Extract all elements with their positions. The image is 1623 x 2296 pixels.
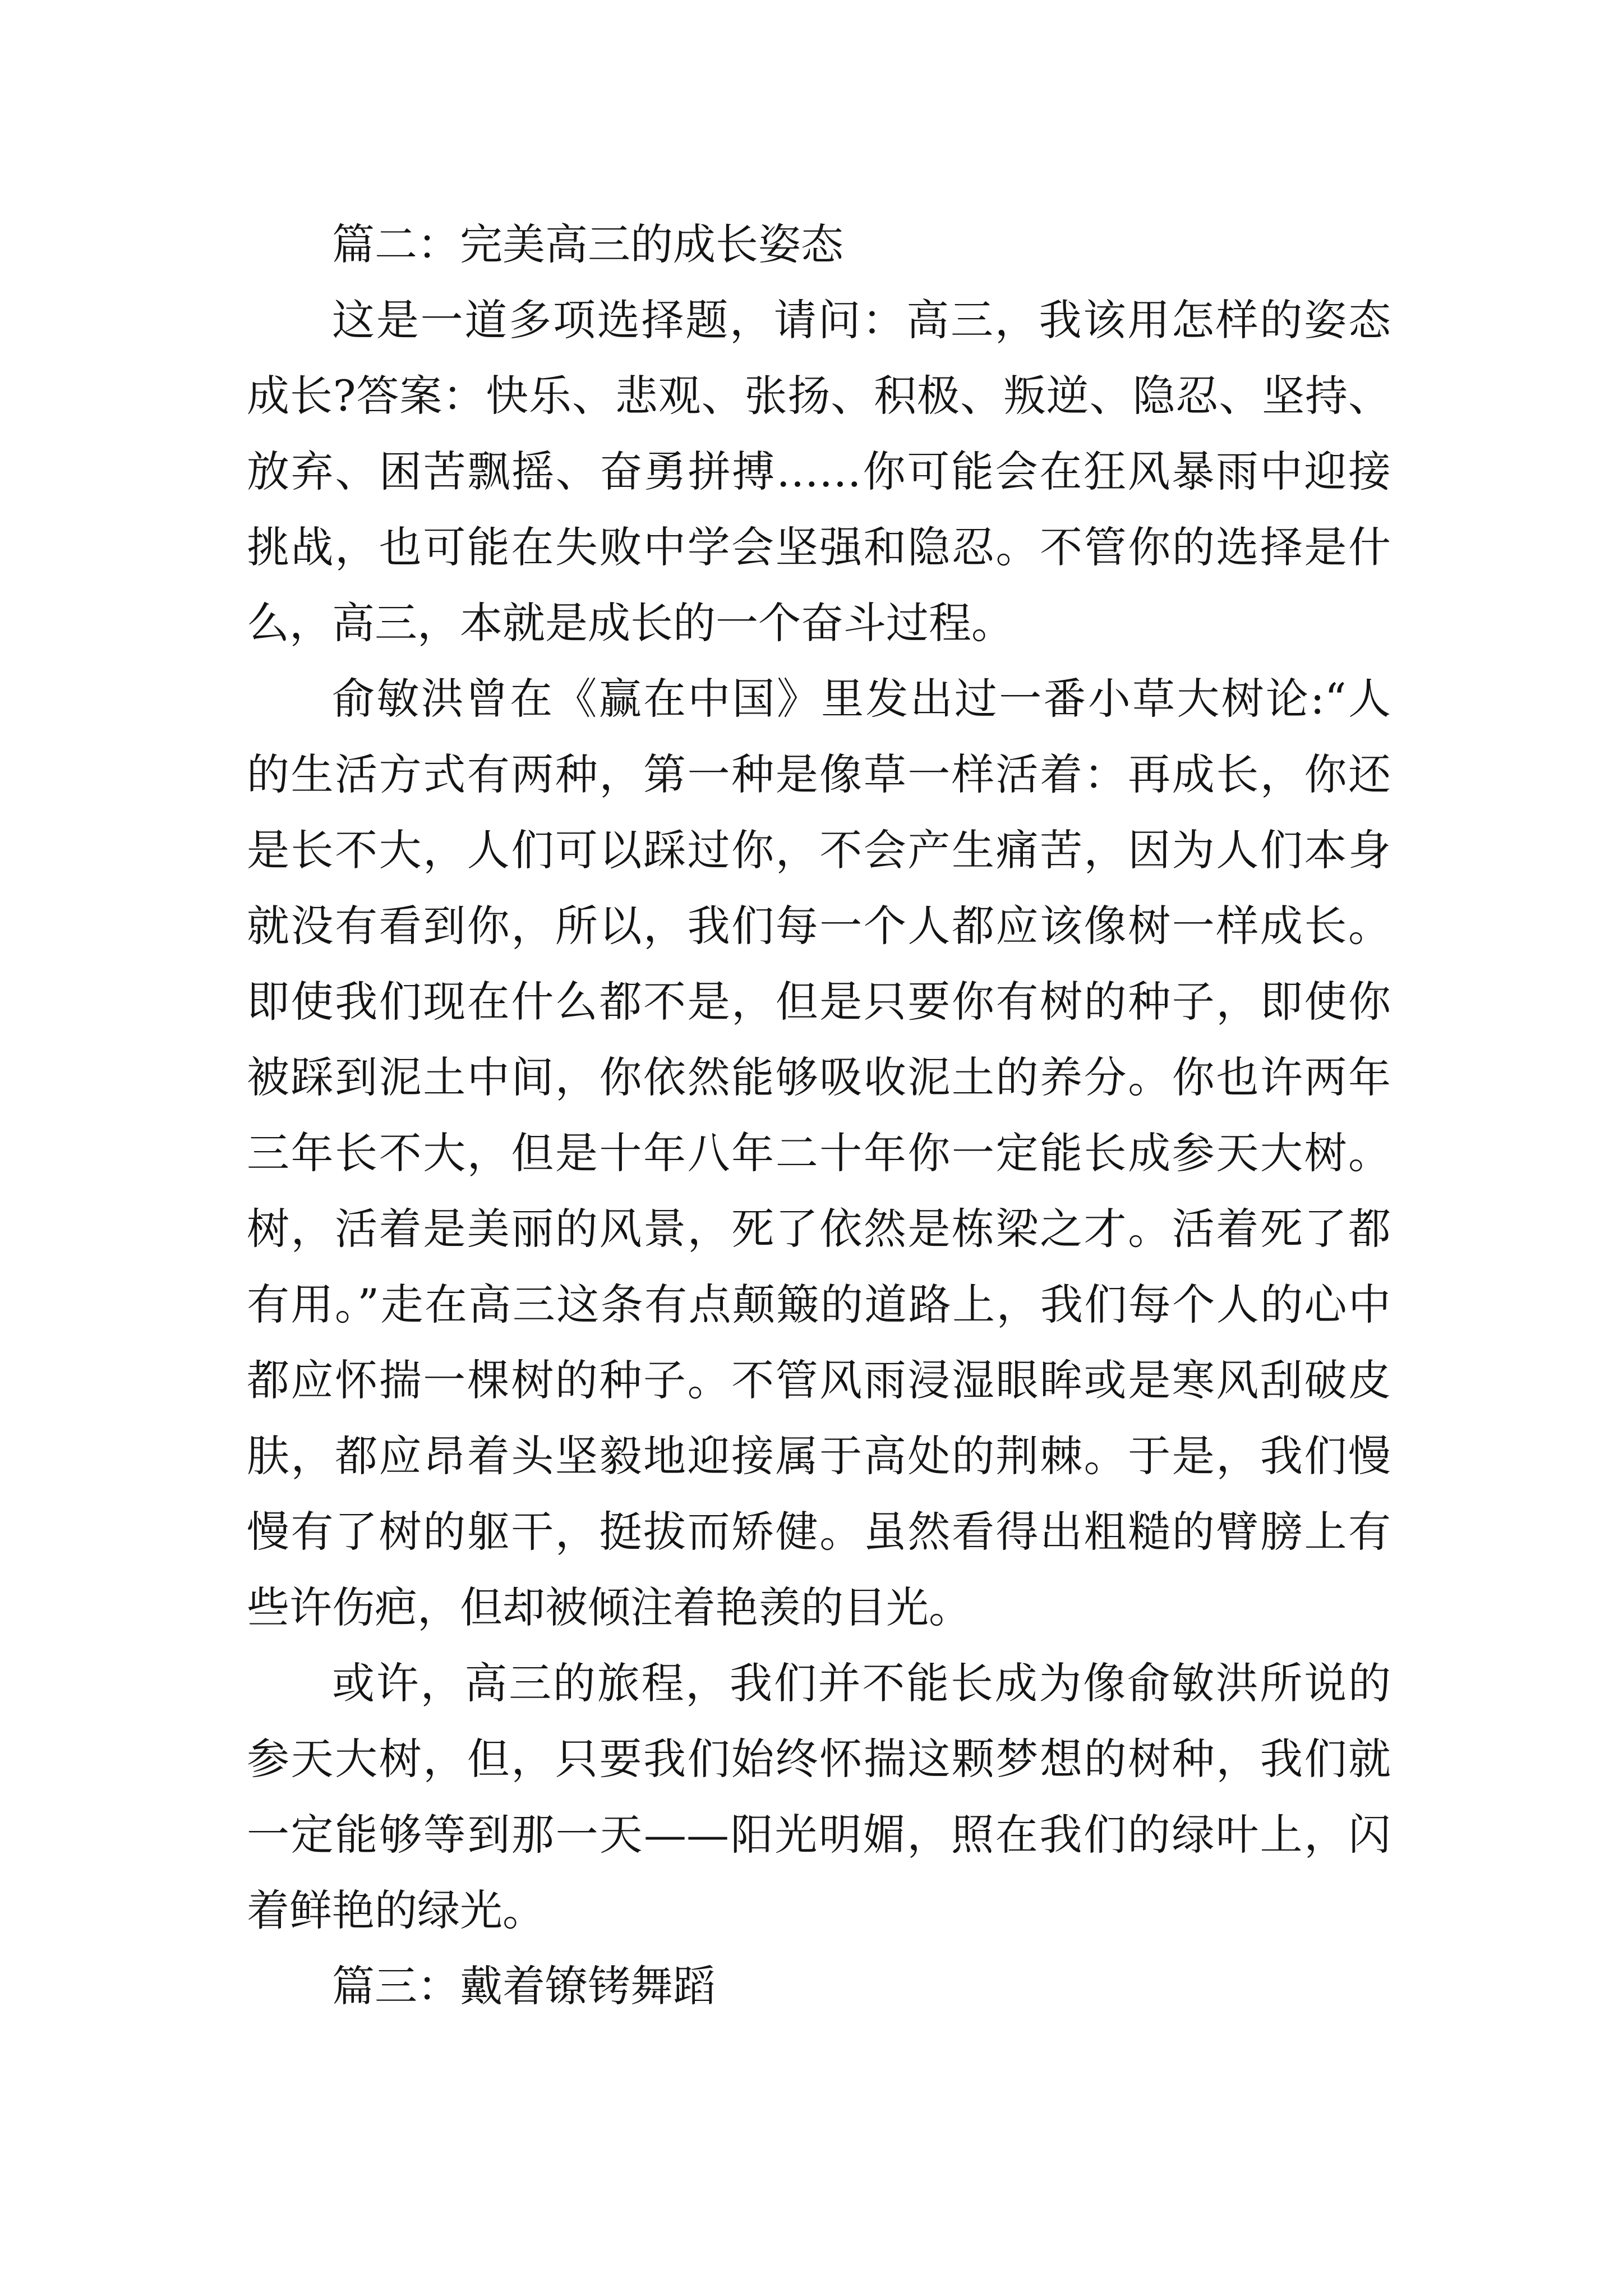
paragraph-2: 俞敏洪曾在《赢在中国》里发出过一番小草大树论:“人的生活方式有两种，第一种是像草一样活着：再成长，你还是长不大，人们可以踩过你，不会产生痛苦，因为人们本身就没有看到你，所以，我们每一个人都应该像树一样成长。即使我们现在什么都不是，但是只要你有树的种子，即使你被踩到泥土中间，你依然能够吸收泥土的养分。你也许两年三年长不大，但是十年八年二十年你一定能长成参天大树。树，活着是美丽的风景，死了依然是栋梁之才。活着死了都有用。”走在高三这条有点颠簸的道路上，我们每个人的心中都应怀揣一棵树的种子。不管风雨浸湿眼眸或是寒风刮破皮肤，都应昂着头坚毅地迎接属于高处的荆棘。于是，我们慢慢有了树的躯干，挺拔而矫健。虽然看得出粗糙的臂膀上有些许伤疤，但却被倾注着艳羡的目光。 (247, 674, 1391, 1632)
section-heading-3: 篇三：戴着镣铐舞蹈 (332, 1961, 716, 2011)
paragraph-1: 这是一道多项选择题，请问：高三，我该用怎样的姿态成长?答案：快乐、悲观、张扬、积极、叛逆、隐忍、坚持、放弃、困苦飘摇、奋勇拼搏……你可能会在狂风暴雨中迎接挑战，也可能在失败中学会坚强和隐忍。不管你的选择是什么，高三，本就是成长的一个奋斗过程。 (247, 295, 1391, 648)
article-body (247, 206, 1391, 2024)
section-heading-2: 篇二：完美高三的成长姿态 (332, 219, 843, 269)
paragraph-3: 或许，高三的旅程，我们并不能长成为像俞敏洪所说的参天大树，但，只要我们始终怀揣这颗梦想的树种，我们就一定能够等到那一天——阳光明媚，照在我们的绿叶上，闪着鲜艳的绿光。 (247, 1658, 1391, 1935)
